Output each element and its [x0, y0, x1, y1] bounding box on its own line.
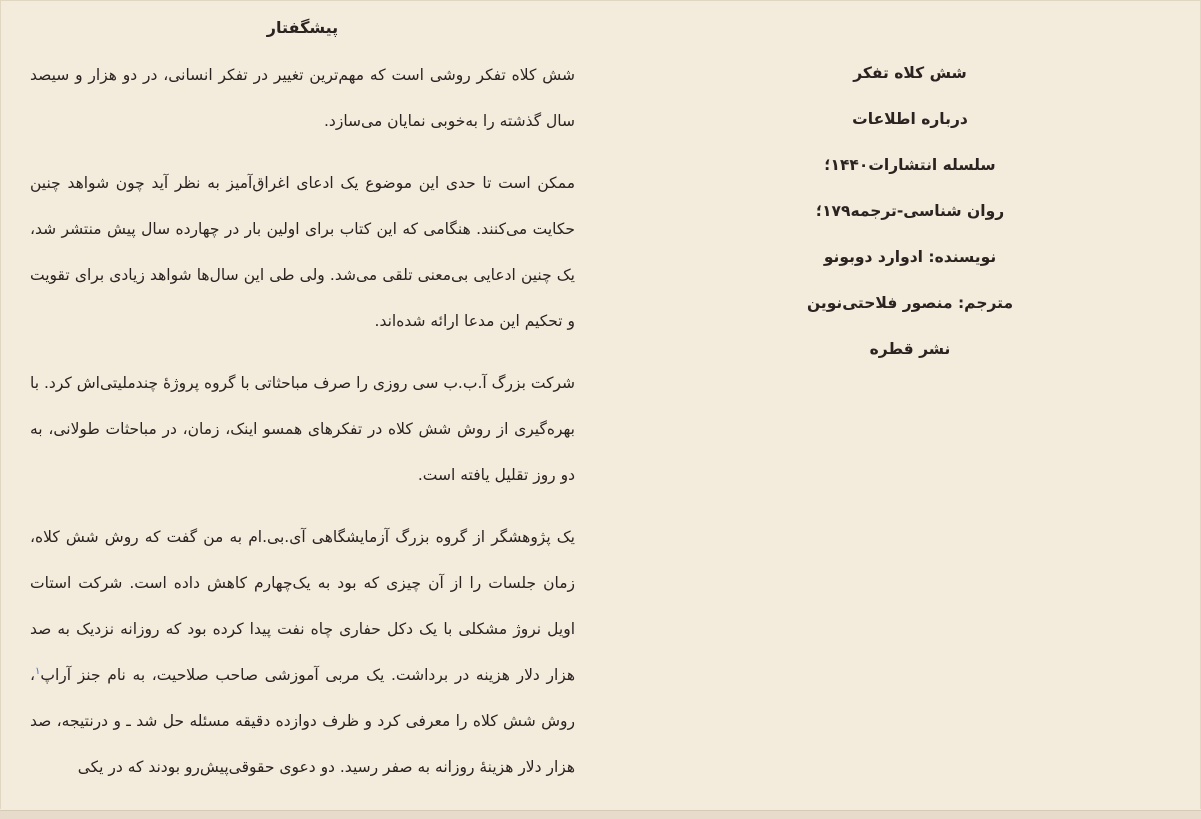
translator-info: مترجم: منصور فلاحتی‌نوین	[806, 294, 1014, 312]
paragraph-4	[30, 514, 575, 790]
series-info: سلسله انتشارات۱۴۴۰؛	[824, 156, 996, 174]
main-text-column	[30, 0, 575, 808]
author-info: نویسنده: ادوارد دوبونو	[823, 248, 997, 266]
paragraph-3: شرکت بزرگ آ.ب.ب سی روزی را صرف مباحثاتی با گروه پروژهٔ چندملیتی‌اش کرد. با بهره‌گیری از روش شش کلاه در تفکرهای همسو اینک، زمان، در مباحثات طولانی، به دو روز تقلیل یافته است.	[30, 374, 575, 484]
page-heading: پیشگفتار	[266, 18, 339, 37]
paragraph-4-part-2: ، روش شش کلاه را معرفی کرد و ظرف دوازده دقیقه مسئله حل شد ـ و درنتیجه، صد هزار دلار هزینهٔ روزانه به صفر رسید. دو دعوی حقوقی‌پیش‌رو بودند که در یکی	[30, 666, 575, 776]
subject-info: روان شناسی-ترجمه۱۷۹؛	[815, 202, 1005, 220]
paragraph-4-part-1: یک پژوهشگر از گروه بزرگ آزمایشگاهی آی.بی.ام به من گفت که روش شش کلاه، زمان جلسات را از آن چیزی که بود به یک‌چهارم کاهش داده است. شرکت استات اویل نروژ مشکلی با یک دکل حفاری چاه نفت پیدا کرده بود که روزانه نزدیک به صد هزار دلار هزینه در برداشت. یک مربی آموزشی صاحب صلاحیت، به نام جنز آراپ	[30, 528, 575, 684]
about-info: درباره اطلاعات	[852, 110, 968, 128]
book-info-panel	[760, 50, 1060, 372]
book-title: شش کلاه تفکر	[853, 64, 967, 82]
paragraph-2: ممکن است تا حدی این موضوع یک ادعای اغراق‌آمیز به نظر آید چون شواهد چنین حکایت می‌کنند. هنگامی که این کتاب برای اولین بار در چهارده سال پیش منتشر شد، یک چنین ادعایی بی‌معنی تلقی می‌شد. ولی طی این سال‌ها شواهد زیادی برای تقویت و تحکیم این مدعا ارائه شده‌اند.	[30, 174, 575, 330]
footnote-link[interactable]: ۱	[35, 665, 41, 677]
publisher-info: نشر قطره	[869, 340, 951, 358]
paragraph-1: شش کلاه تفکر روشی است که مهم‌ترین تغییر در تفکر انسانی، در دو هزار و سیصد سال گذشته را به‌خوبی نمایان می‌سازد.	[30, 66, 575, 130]
